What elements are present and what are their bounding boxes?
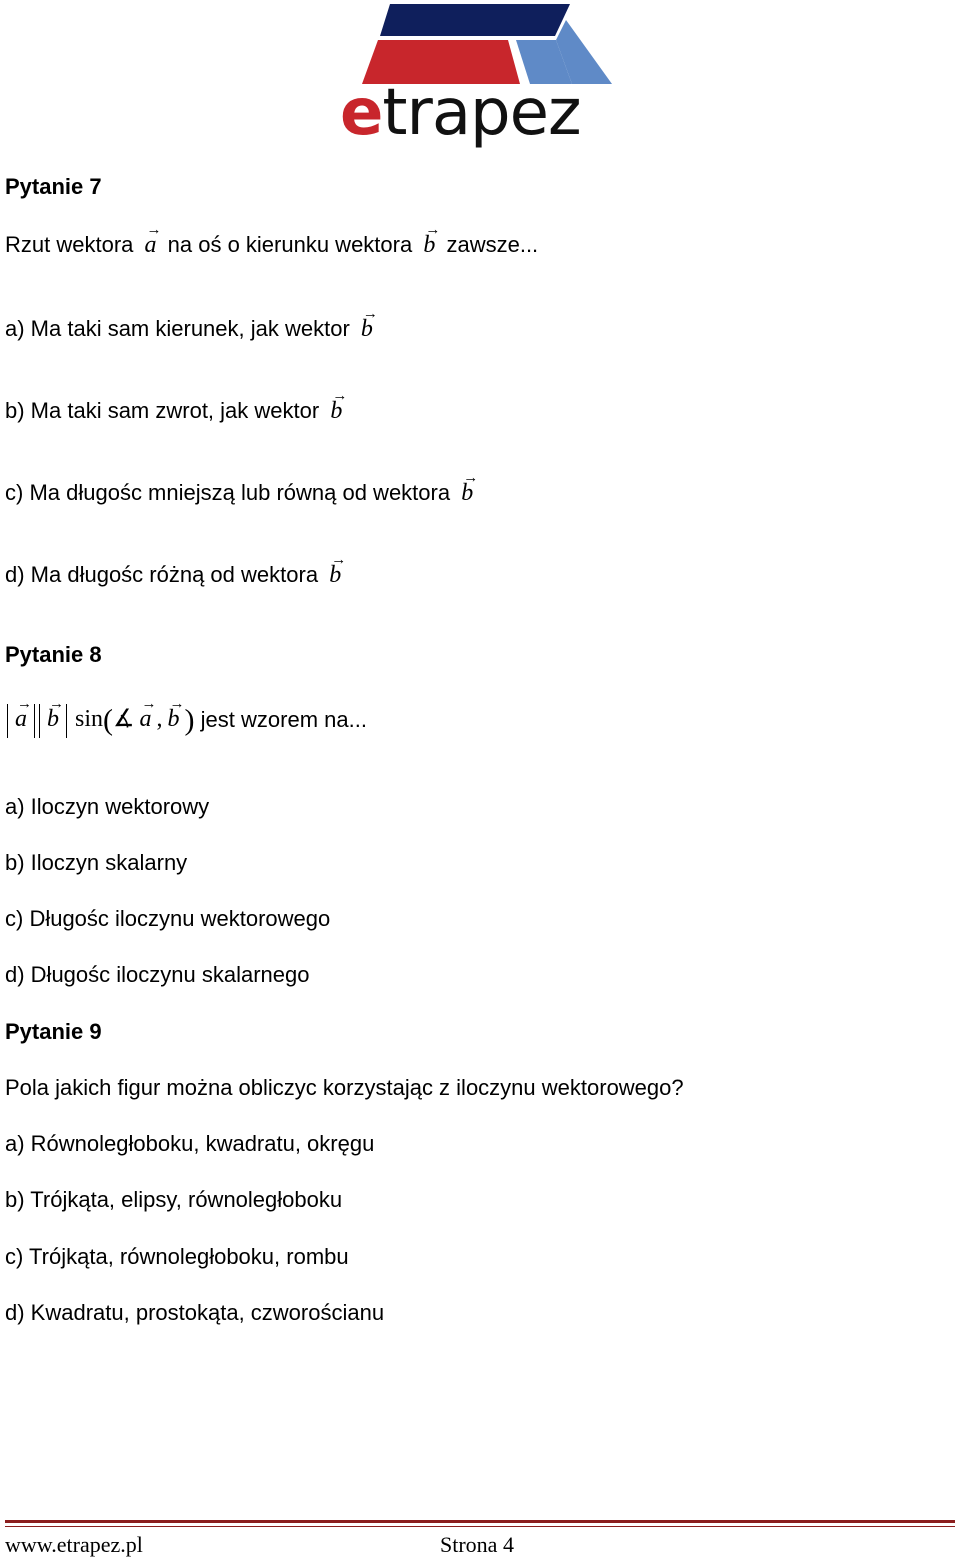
sin-function: sin: [75, 706, 104, 733]
vector-b-symbol: → b: [164, 700, 184, 738]
option-text: a) Ma taki sam kierunek, jak wektor: [5, 316, 350, 341]
option-text: b) Ma taki sam zwrot, jak wektor: [5, 398, 320, 423]
q8-option-d[interactable]: d) Długośc iloczynu skalarnego: [5, 962, 310, 987]
option-text: d) Ma długośc różną od wektora: [5, 562, 319, 587]
vector-b-symbol: → b: [357, 316, 377, 342]
etrapez-wordmark: [340, 78, 581, 148]
vector-b-symbol: → b: [43, 700, 63, 738]
q7-option-c[interactable]: [5, 480, 478, 506]
q9-option-a[interactable]: a) Równoległoboku, kwadratu, okręgu: [5, 1131, 375, 1156]
vector-a-symbol: → a: [136, 700, 156, 738]
angle-symbol: ∡: [113, 706, 135, 733]
question-7-text: [5, 232, 538, 258]
cross-product-magnitude-formula: → a→ b sin(∡→ a ,→ b ): [5, 700, 195, 739]
footer-site-link[interactable]: www.etrapez.pl: [5, 1532, 143, 1557]
vector-b-symbol: → b: [325, 562, 345, 588]
question-8-text: [5, 700, 367, 740]
q7-option-a[interactable]: [5, 316, 378, 342]
vector-a-symbol: → a: [11, 700, 31, 738]
footer-divider: [5, 1520, 955, 1523]
wordmark-trapez: trapez: [382, 76, 581, 150]
q7-text-part2: na oś o kierunku wektora: [167, 232, 413, 257]
q8-question-tail: jest wzorem na...: [200, 707, 367, 733]
vector-a-symbol: → a: [141, 232, 161, 258]
q7-text-part3: zawsze...: [446, 232, 539, 257]
q9-option-c[interactable]: c) Trójkąta, równoległoboku, rombu: [5, 1244, 349, 1269]
question-9-heading: Pytanie 9: [5, 1019, 102, 1044]
question-8-heading: Pytanie 8: [5, 642, 102, 667]
vector-b-symbol: → b: [419, 232, 439, 258]
wordmark-e: e: [340, 76, 383, 150]
q7-text-part1: Rzut wektora: [5, 232, 134, 257]
q8-option-a[interactable]: a) Iloczyn wektorowy: [5, 794, 210, 819]
footer-divider-thin: [5, 1526, 955, 1527]
footer-page-number: Strona 4: [440, 1532, 514, 1557]
formula-comma: ,: [156, 706, 163, 733]
q9-option-b[interactable]: b) Trójkąta, elipsy, równoległoboku: [5, 1187, 343, 1212]
q8-option-b[interactable]: b) Iloczyn skalarny: [5, 850, 188, 875]
vector-b-symbol: → b: [457, 480, 477, 506]
q8-option-c[interactable]: c) Długośc iloczynu wektorowego: [5, 906, 331, 931]
q9-option-d[interactable]: d) Kwadratu, prostokąta, czworościanu: [5, 1300, 385, 1325]
question-9-text: Pola jakich figur można obliczyc korzystając z iloczynu wektorowego?: [5, 1075, 684, 1100]
vector-b-symbol: → b: [326, 398, 346, 424]
q7-option-d[interactable]: [5, 562, 346, 588]
q7-option-b[interactable]: [5, 398, 347, 424]
question-7-heading: Pytanie 7: [5, 174, 102, 199]
option-text: c) Ma długośc mniejszą lub równą od wektora: [5, 480, 451, 505]
